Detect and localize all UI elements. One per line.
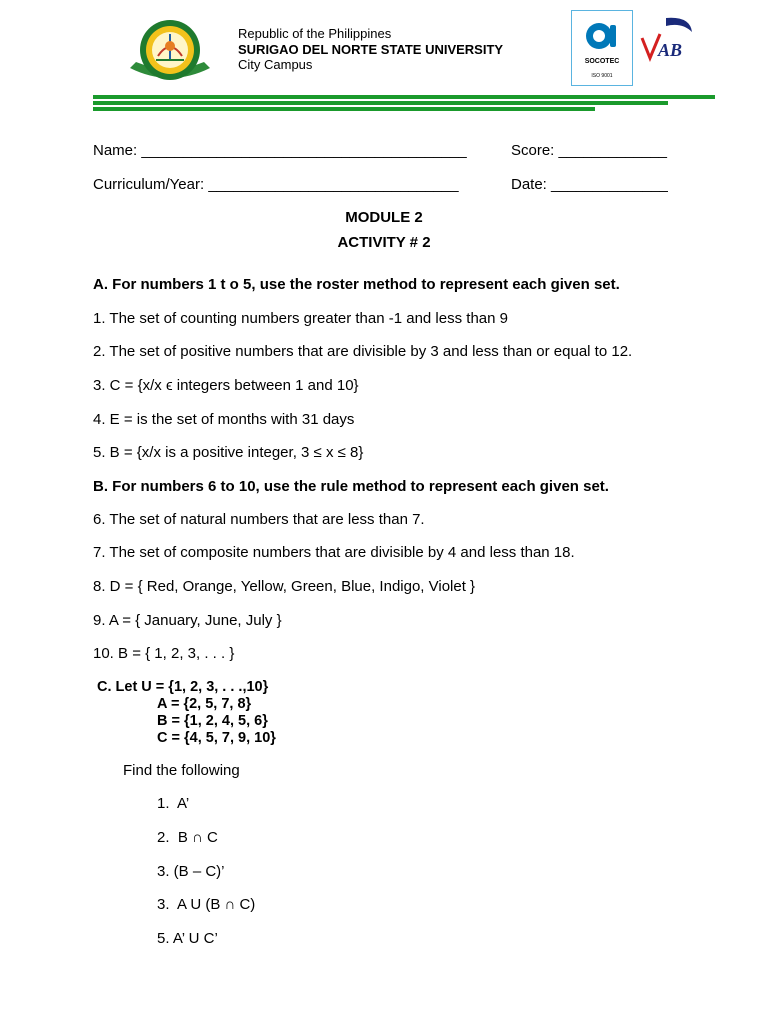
section-c-item: 1. A’ bbox=[157, 795, 190, 812]
section-a-item: 4. E = is the set of months with 31 days bbox=[93, 411, 355, 428]
section-a-item: 3. C = {x/x ϵ integers between 1 and 10} bbox=[93, 377, 359, 394]
activity-title: ACTIVITY # 2 bbox=[337, 234, 431, 251]
section-b-item: 9. A = { January, June, July } bbox=[93, 612, 282, 629]
curriculum-field[interactable]: Curriculum/Year: ______________________________ bbox=[93, 176, 459, 193]
section-b-item: 7. The set of composite numbers that are divisible by 4 and less than 18. bbox=[93, 544, 575, 561]
section-c-item: 3. (B – C)’ bbox=[157, 863, 225, 880]
socotec-mark-icon bbox=[582, 19, 622, 53]
campus-line: City Campus bbox=[238, 57, 313, 72]
republic-line: Republic of the Philippines bbox=[238, 26, 392, 41]
section-b-item: 8. D = { Red, Orange, Yellow, Green, Blue, Indigo, Violet } bbox=[93, 578, 476, 595]
score-field[interactable]: Score: _____________ bbox=[511, 142, 667, 159]
section-c-item: 3. A U (B ∩ C) bbox=[157, 896, 256, 913]
jab-certification-logo bbox=[636, 14, 694, 82]
set-a: A = {2, 5, 7, 8} bbox=[157, 696, 252, 712]
jab-label: AB bbox=[658, 40, 683, 60]
module-title: MODULE 2 bbox=[345, 209, 423, 226]
set-c: C = {4, 5, 7, 9, 10} bbox=[157, 730, 276, 746]
university-seal-logo bbox=[126, 16, 214, 84]
iso-label: ISO 9001 bbox=[591, 73, 613, 79]
section-a-heading: A. For numbers 1 t o 5, use the roster method to represent each given set. bbox=[93, 276, 620, 293]
section-a-item: 5. B = {x/x is a positive integer, 3 ≤ x ≤ 8} bbox=[93, 444, 364, 461]
section-c-heading: C. Let U = {1, 2, 3, . . .,10} bbox=[97, 679, 269, 695]
section-b-heading: B. For numbers 6 to 10, use the rule method to represent each given set. bbox=[93, 478, 609, 495]
header-rule-1 bbox=[93, 95, 715, 99]
section-b-item: 6. The set of natural numbers that are less than 7. bbox=[93, 511, 425, 528]
date-field[interactable]: Date: ______________ bbox=[511, 176, 668, 193]
find-instruction: Find the following bbox=[123, 762, 240, 779]
header-rule-3 bbox=[93, 107, 595, 111]
name-field[interactable]: Name: _______________________________________ bbox=[93, 142, 467, 159]
set-b: B = {1, 2, 4, 5, 6} bbox=[157, 713, 268, 729]
socotec-certification-logo bbox=[571, 10, 633, 86]
university-name: SURIGAO DEL NORTE STATE UNIVERSITY bbox=[238, 41, 504, 57]
header-text bbox=[238, 26, 503, 73]
header-rule-2 bbox=[93, 101, 668, 105]
section-c-item: 5. A’ U C’ bbox=[157, 930, 218, 947]
section-a-item: 1. The set of counting numbers greater than -1 and less than 9 bbox=[93, 310, 508, 327]
section-b-item: 10. B = { 1, 2, 3, . . . } bbox=[93, 645, 235, 662]
section-c-item: 2. B ∩ C bbox=[157, 829, 218, 846]
socotec-label: SOCOTEC bbox=[584, 58, 620, 65]
section-a-item: 2. The set of positive numbers that are divisible by 3 and less than or equal to 12. bbox=[93, 343, 633, 360]
